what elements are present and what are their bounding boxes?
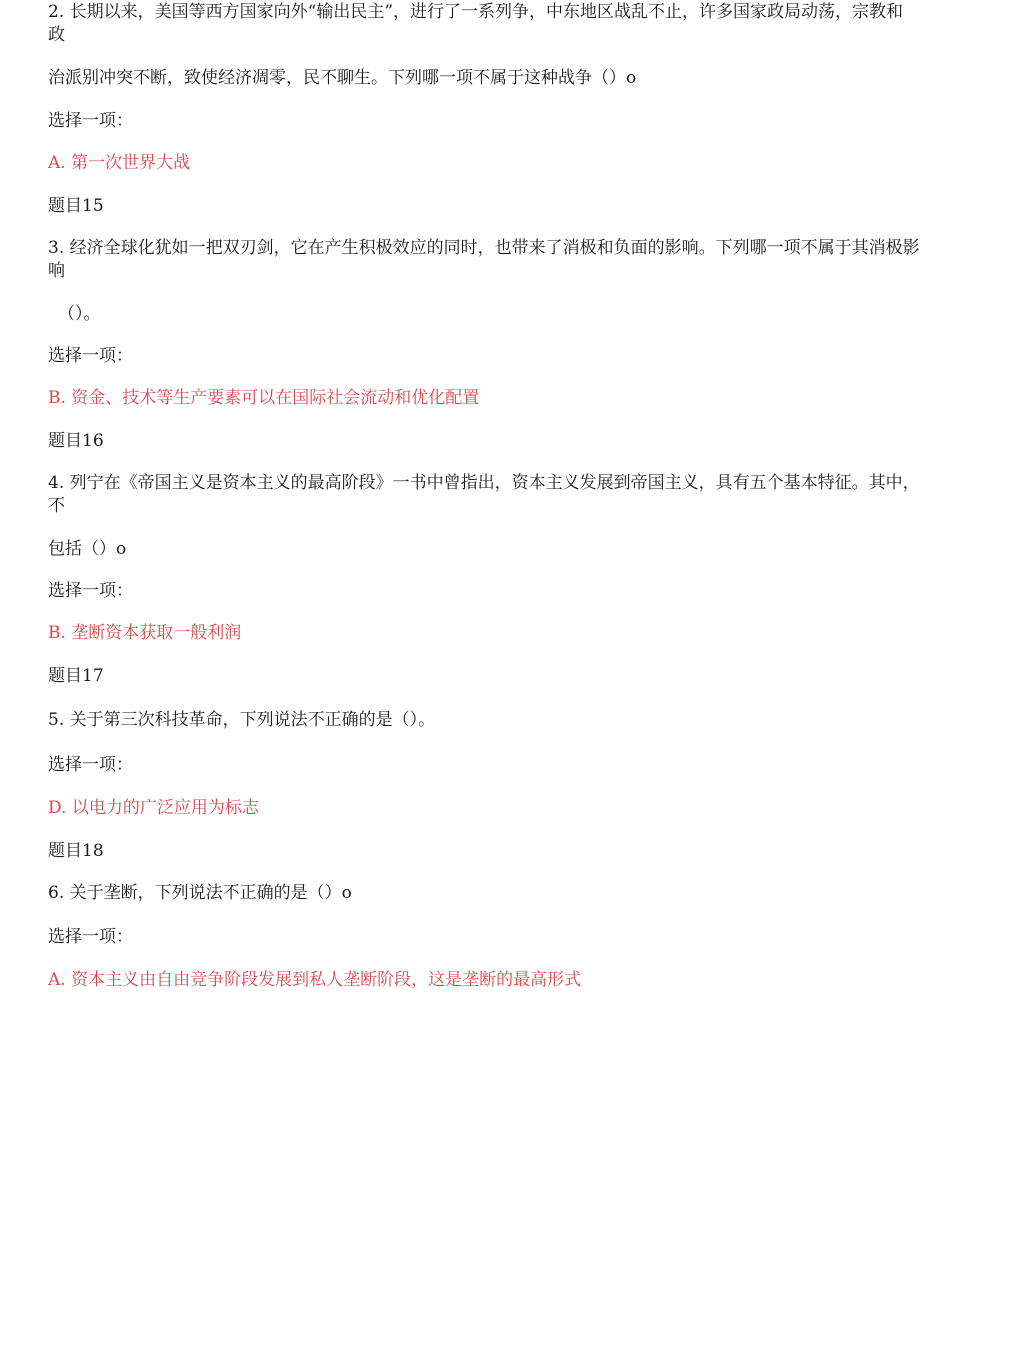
question-4-answer: B. 垄断资本获取一般利润 — [48, 623, 242, 643]
question-3-line-3: （）。 — [58, 304, 101, 324]
question-3-answer: B. 资金、技术等生产要素可以在国际社会流动和优化配置 — [48, 388, 480, 408]
question-4-line-3: 包括（）o — [48, 539, 127, 559]
question-5-line-1: 5. 关于第三次科技革命，下列说法不正确的是（）。 — [48, 710, 436, 730]
question-6-answer: A. 资本主义由自由竞争阶段发展到私人垄断阶段，这是垄断的最高形式 — [48, 970, 582, 990]
question-title-17: 题目17 — [48, 666, 104, 686]
question-2-line-1: 2. 长期以来，美国等西方国家向外“输出民主”，进行了一系列争，中东地区战乱不止，许多国家政局动荡，宗教和 — [48, 2, 904, 22]
question-6-prompt: 选择一项： — [48, 927, 133, 947]
question-5-prompt: 选择一项： — [48, 755, 133, 775]
question-title-16: 题目16 — [48, 431, 104, 451]
question-3-prompt: 选择一项： — [48, 346, 133, 366]
question-6-line-1: 6. 关于垄断，下列说法不正确的是（）o — [48, 883, 352, 903]
question-title-18: 题目18 — [48, 841, 104, 861]
question-2-answer: A. 第一次世界大战 — [48, 153, 191, 173]
question-2-prompt: 选择一项： — [48, 111, 133, 131]
question-3-line-1: 3. 经济全球化犹如一把双刃剑，它在产生积极效应的同时，也带来了消极和负面的影响。下列哪一项不属于其消极影 — [48, 238, 920, 258]
question-3-line-2: 响 — [48, 261, 65, 281]
question-5-answer: D. 以电力的广泛应用为标志 — [48, 798, 259, 818]
question-title-15: 题目15 — [48, 196, 104, 216]
question-4-line-1: 4. 列宁在《帝国主义是资本主义的最高阶段》一书中曾指出，资本主义发展到帝国主义，具有五个基本特征。其中， — [48, 473, 920, 493]
question-4-line-2: 不 — [48, 496, 65, 516]
question-2-line-2: 政 — [48, 25, 65, 45]
question-4-prompt: 选择一项： — [48, 581, 133, 601]
question-2-line-3: 治派别冲突不断，致使经济凋零，民不聊生。下列哪一项不属于这种战争（）o — [48, 68, 637, 88]
